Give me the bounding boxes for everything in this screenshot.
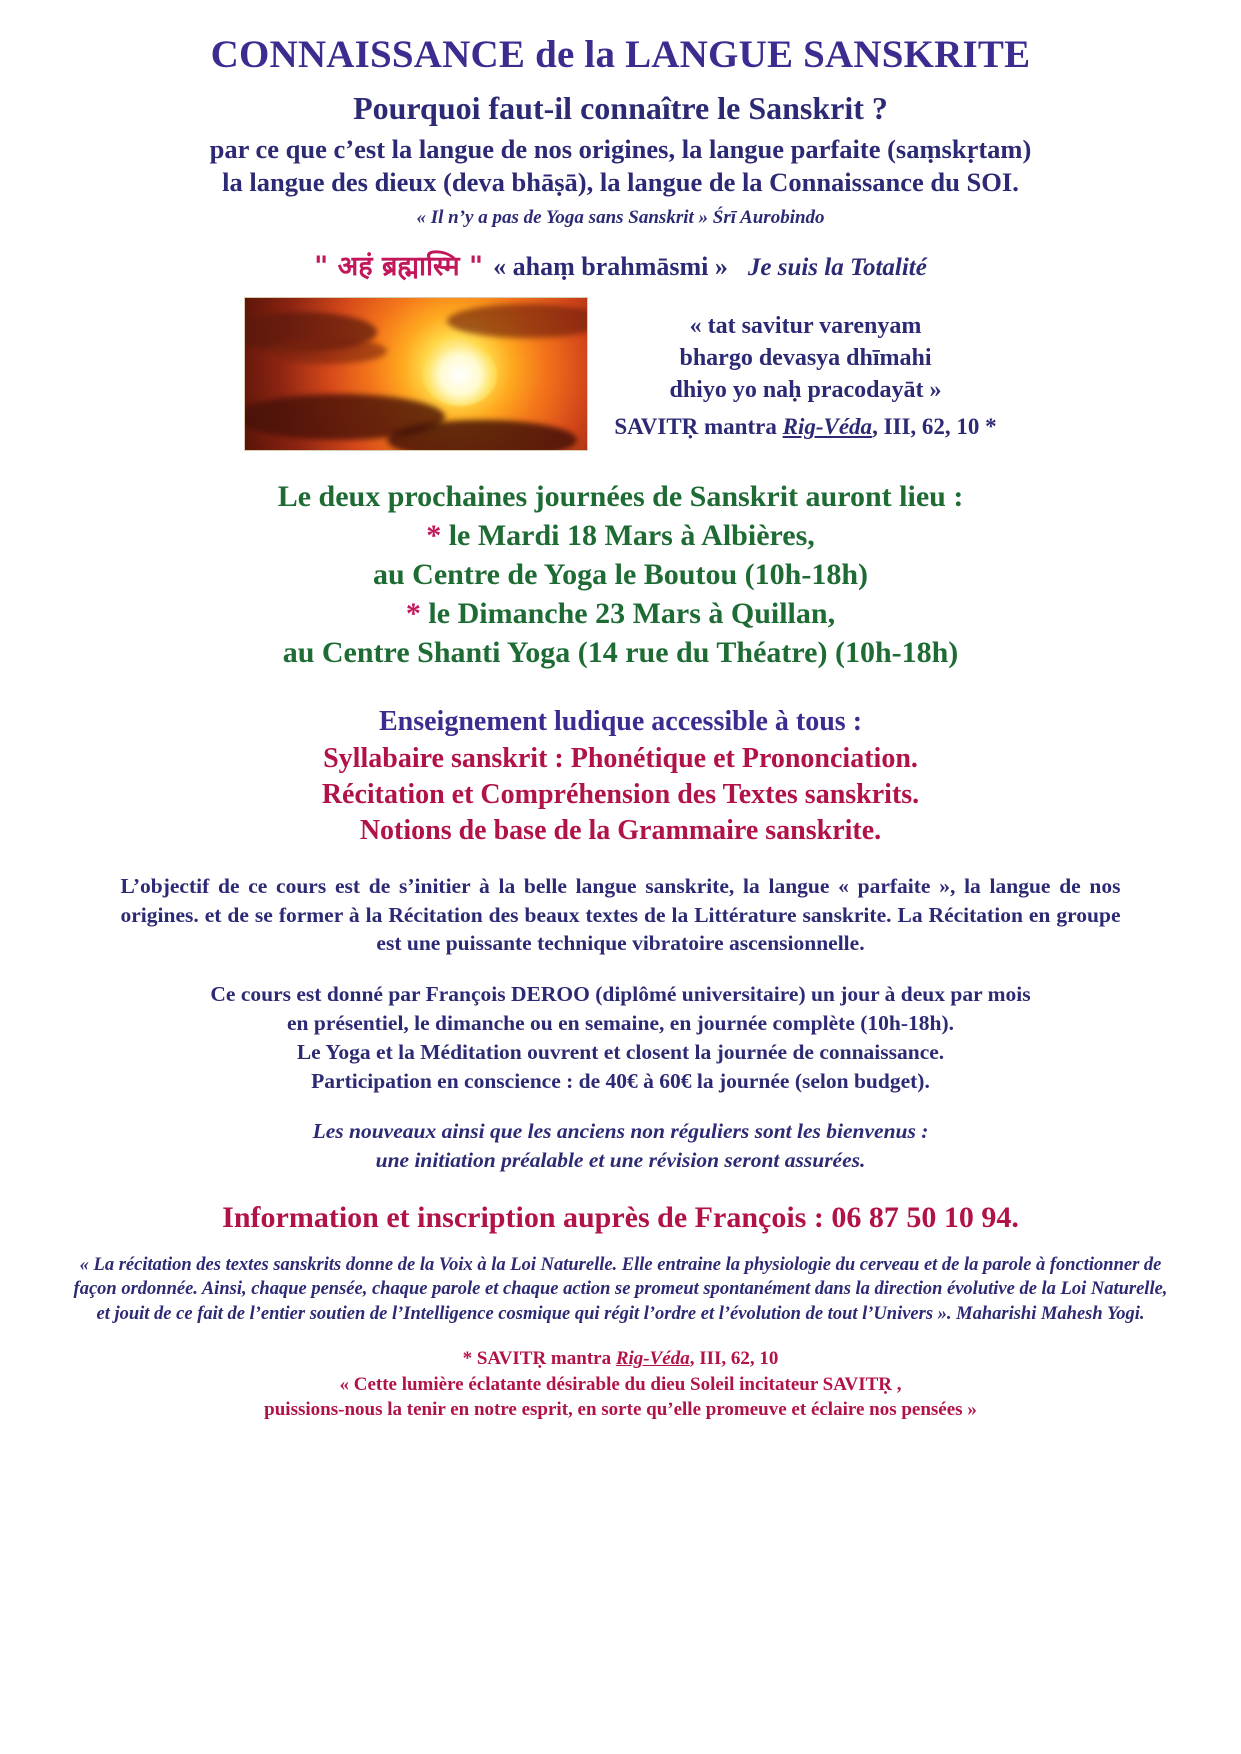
- mantra-text-block: [614, 297, 996, 440]
- mantra-section: [34, 297, 1207, 451]
- objective-paragraph: L’objectif de ce cours est de s’initier à la belle langue sanskrite, la langue « parfaite », la langue de nos origines. et de se former à la Récitation des beaux textes de la Littérature sanskrite. La Récitation en groupe est une puissante technique vibratoire ascensionnelle.: [120, 873, 1121, 956]
- mantra-source-suffix: , III, 62, 10 *: [872, 414, 997, 440]
- teaching-heading: Enseignement ludique accessible à tous :: [378, 706, 863, 738]
- mantra-source-reference: Rig-Véda: [782, 414, 873, 440]
- sunrise-photo: [244, 297, 588, 451]
- date-entry-2-line-1: [34, 594, 1207, 633]
- contact-line: Information et inscription auprès de François : 06 87 50 10 94.: [222, 1200, 1019, 1234]
- footnote-mantra-block: [34, 1346, 1207, 1422]
- date-entry-2-text: le Dimanche 23 Mars à Quillan,: [428, 597, 836, 631]
- date-entry-1-line-1: [34, 516, 1207, 555]
- practical-paragraph: [106, 980, 1136, 1095]
- footnote-mantra-reference: Rig-Véda: [615, 1348, 690, 1370]
- practical-line-4: Participation en conscience : de 40€ à 60€ la journée (selon budget).: [311, 1068, 930, 1093]
- practical-line-1: Ce cours est donné par François DEROO (diplômé universitaire) un jour à deux par mois: [210, 982, 1031, 1007]
- page-title: CONNAISSANCE de la LANGUE SANSKRITE: [210, 33, 1031, 76]
- footnote-mantra-label-prefix: * SAVITṚ mantra: [462, 1348, 616, 1370]
- mantra-line-2: bhargo devasya dhīmahi: [679, 344, 932, 371]
- teaching-item-1: Syllabaire sanskrit : Phonétique et Prononciation.: [323, 742, 918, 774]
- footnote-mantra-label: [34, 1346, 1207, 1371]
- footnote-mantra-line-2: puissions-nous la tenir en notre esprit, en sorte qu’elle promeuve et éclaire nos pensées »: [264, 1399, 977, 1421]
- lead-paragraph: [34, 133, 1207, 200]
- lead-line-1: par ce que c’est la langue de nos origines, la langue parfaite (saṃskṛtam): [209, 134, 1032, 165]
- bullet-star-icon: *: [405, 597, 421, 631]
- welcome-line-2: une initiation préalable et une révision seront assurées.: [375, 1148, 866, 1173]
- mantra-line-1: « tat savitur varenyam: [689, 313, 922, 340]
- date-entry-1-line-2: au Centre de Yoga le Boutou (10h-18h): [372, 558, 868, 592]
- lead-line-2: la langue des dieux (deva bhāṣā), la langue de la Connaissance du SOI.: [222, 167, 1019, 198]
- mantra-source-prefix: SAVITṚ mantra: [614, 414, 783, 440]
- teaching-block: [34, 704, 1207, 850]
- dates-heading: Le deux prochaines journées de Sanskrit auront lieu :: [277, 480, 964, 514]
- footnote-mantra-line-1: « Cette lumière éclatante désirable du dieu Soleil incitateur SAVITṚ ,: [339, 1373, 902, 1395]
- footnote-mantra-label-suffix: , III, 62, 10: [689, 1348, 779, 1370]
- mantra-line-3: dhiyo yo naḥ pracodayāt »: [669, 376, 942, 403]
- devanagari-transliteration: « ahaṃ brahmāsmi »: [493, 251, 728, 281]
- welcome-paragraph: [34, 1117, 1207, 1175]
- aurobindo-quote: « Il n’y a pas de Yoga sans Sanskrit » Śrī Aurobindo: [416, 206, 825, 228]
- teaching-item-2: Récitation et Compréhension des Textes sanskrits.: [321, 779, 920, 811]
- date-entry-2-line-2: au Centre Shanti Yoga (14 rue du Théatre) (10h-18h): [282, 636, 959, 670]
- cloud-shape: [447, 304, 588, 338]
- dates-block: [34, 477, 1207, 672]
- practical-line-3: Le Yoga et la Méditation ouvrent et closent la journée de connaissance.: [296, 1039, 945, 1064]
- bullet-star-icon: *: [426, 519, 442, 553]
- cloud-shape: [267, 338, 387, 364]
- subtitle: Pourquoi faut-il connaître le Sanskrit ?: [353, 90, 888, 127]
- cloud-shape: [387, 420, 577, 451]
- teaching-item-3: Notions de base de la Grammaire sanskrite.: [359, 815, 882, 847]
- welcome-line-1: Les nouveaux ainsi que les anciens non réguliers sont les bienvenus :: [312, 1119, 929, 1144]
- devanagari-translation: Je suis la Totalité: [747, 253, 927, 281]
- date-entry-1-text: le Mardi 18 Mars à Albières,: [448, 519, 815, 553]
- devanagari-line: [34, 251, 1207, 283]
- sun-icon: [423, 344, 497, 406]
- footnote-quote: « La récitation des textes sanskrits donne de la Voix à la Loi Naturelle. Elle entraine la physiologie du cerveau et de la parole à fonctionner de façon ordonnée. Ainsi, chaque pensée, chaque parole et chaque action se promeut spontanément dans la direction évolutive de la Loi Naturelle, et jouit de ce fait de l’entier soutien de l’Intelligence cosmique qui régit l’ordre et l’évolution de tout l’Univers ». Maharishi Mahesh Yogi.: [73, 1254, 1168, 1324]
- mantra-source: [614, 414, 996, 440]
- devanagari-text: " अहं ब्रह्मास्मि ": [314, 250, 484, 282]
- practical-line-2: en présentiel, le dimanche ou en semaine, en journée complète (10h-18h).: [286, 1011, 954, 1035]
